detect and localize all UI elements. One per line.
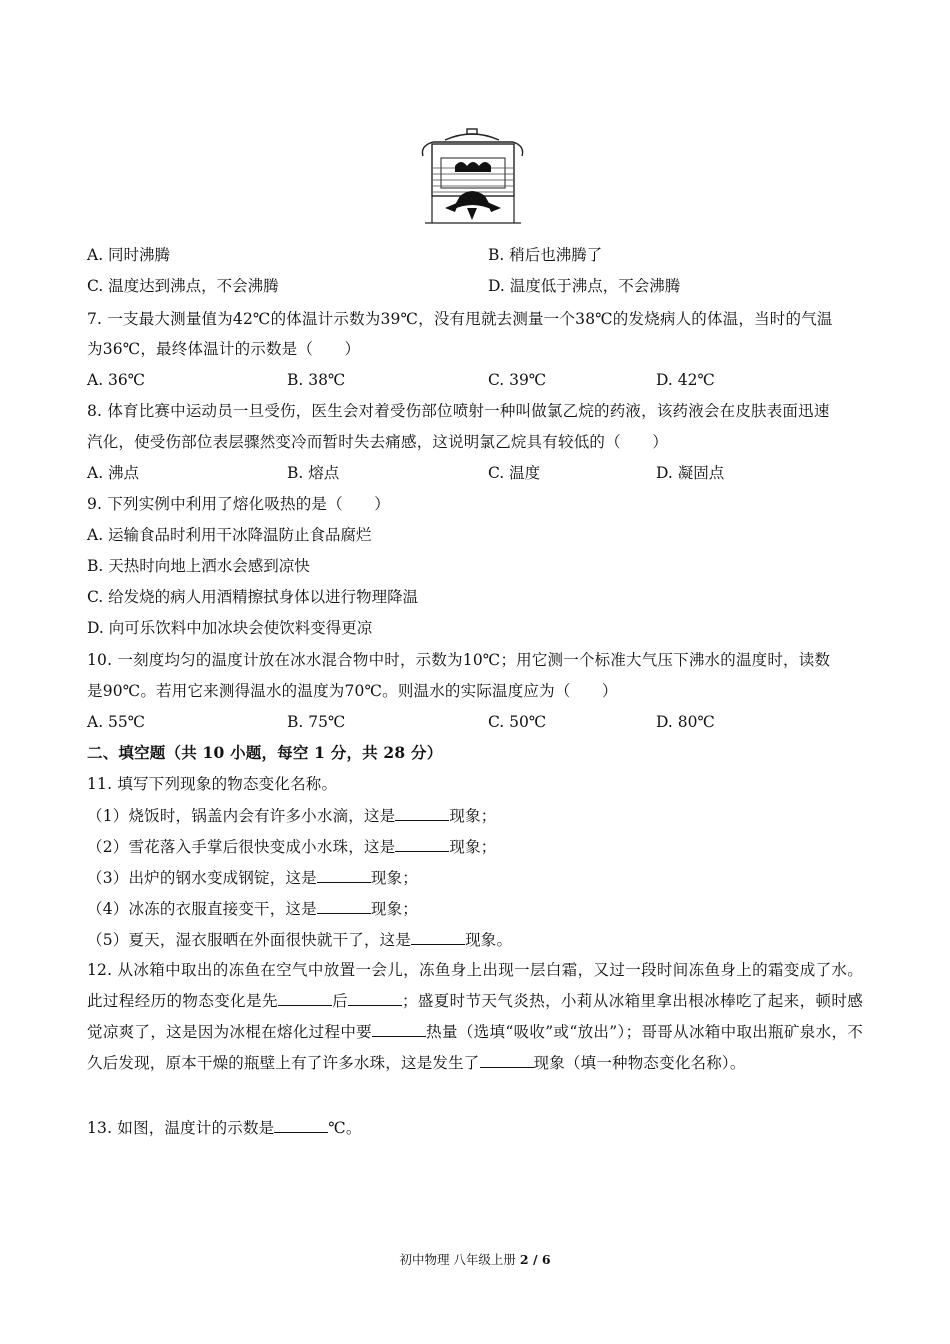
q7-option-b[interactable]: B. 38℃ — [287, 371, 346, 389]
q11-blank-3[interactable] — [317, 867, 371, 883]
q12-text-4: 热量（选填“吸收”或“放出”）；哥哥从冰箱中取出瓶矿泉水，不久后发现，原本干燥的瓶壁上有了许多水珠，这是发生了 — [87, 1023, 863, 1072]
page-footer — [0, 1250, 950, 1268]
q6-option-d[interactable]: D. 温度低于沸点，不会沸腾 — [488, 277, 681, 295]
q9-stem: 9. 下列实例中利用了熔化吸热的是（ ） — [87, 495, 390, 513]
q11-part1-suffix: 现象； — [449, 807, 497, 825]
q11-part2 — [87, 836, 496, 857]
section2-title: 二、填空题（共 10 小题，每空 1 分，共 28 分） — [87, 743, 443, 762]
q9-option-c[interactable]: C. 给发烧的病人用酒精擦拭身体以进行物理降温 — [87, 588, 419, 606]
q11-blank-5[interactable] — [411, 929, 465, 945]
q8-option-c[interactable]: C. 温度 — [488, 464, 541, 482]
q11-blank-2[interactable] — [395, 836, 449, 852]
q11-part4 — [87, 898, 418, 919]
q11-blank-1[interactable] — [395, 805, 449, 821]
q8-option-b[interactable]: B. 熔点 — [287, 464, 340, 482]
q12-text-5: 现象（填一种物态变化名称）。 — [533, 1054, 746, 1072]
q11-part3 — [87, 867, 418, 888]
q12-text-1: 12. 从冰箱中取出的冻鱼在空气中放置一会儿，冻鱼身上出现一层白霜，又过一段时间冻鱼身上的霜变成了水。此过程经历的物态变化是先 — [87, 961, 863, 1010]
q7-option-d[interactable]: D. 42℃ — [656, 371, 715, 389]
q9-option-d[interactable]: D. 向可乐饮料中加冰块会使饮料变得更凉 — [87, 619, 373, 637]
q9-option-b[interactable]: B. 天热时向地上洒水会感到凉快 — [87, 557, 310, 575]
q13-unit: ℃。 — [328, 1119, 362, 1137]
q8-stem-line1: 8. 体育比赛中运动员一旦受伤，医生会对着受伤部位喷射一种叫做氯乙烷的药液，该药液会在皮肤表面迅速 — [87, 402, 830, 420]
q6-option-c[interactable]: C. 温度达到沸点，不会沸腾 — [87, 277, 279, 295]
q12-blank-4[interactable] — [480, 1052, 534, 1068]
footer-page-number: 2 / 6 — [519, 1252, 551, 1267]
q12-text-3: ；盛夏时节天气炎热，小莉从冰箱里拿出根冰棒吃了起来，顿时感觉凉爽了，这是因为冰棍在熔化过程中要 — [87, 992, 863, 1041]
q10-stem-line2: 是90℃。若用它来测得温水的温度为70℃。则温水的实际温度应为（ ） — [87, 682, 618, 700]
q11-part5 — [87, 929, 512, 950]
q10-option-a[interactable]: A. 55℃ — [87, 713, 146, 731]
q12-blank-3[interactable] — [372, 1021, 426, 1037]
boiling-pot-figure — [415, 128, 530, 226]
q8-option-d[interactable]: D. 凝固点 — [656, 464, 725, 482]
q13-blank[interactable] — [274, 1117, 328, 1133]
q13-stem — [87, 1117, 362, 1138]
q11-part3-text: （3）出炉的钢水变成钢锭，这是 — [87, 869, 317, 887]
q12-text-2: 后 — [331, 992, 348, 1010]
q10-option-c[interactable]: C. 50℃ — [488, 713, 547, 731]
q10-option-b[interactable]: B. 75℃ — [287, 713, 346, 731]
q7-stem-line1: 7. 一支最大测量值为42℃的体温计示数为39℃，没有甩就去测量一个38℃的发烧病人的体温，当时的气温 — [87, 310, 833, 328]
footer-subject: 初中物理 八年级上册 — [399, 1252, 520, 1267]
q11-part2-suffix: 现象； — [449, 838, 497, 856]
q11-part4-suffix: 现象； — [370, 900, 418, 918]
q11-part1-text: （1）烧饭时，锅盖内会有许多小水滴，这是 — [87, 807, 396, 825]
q11-blank-4[interactable] — [317, 898, 371, 914]
q7-stem-line2: 为36℃，最终体温计的示数是（ ） — [87, 340, 361, 358]
q9-option-a[interactable]: A. 运输食品时利用干冰降温防止食品腐烂 — [87, 526, 372, 544]
q11-part2-text: （2）雪花落入手掌后很快变成小水珠，这是 — [87, 838, 396, 856]
q11-part5-text: （5）夏天，湿衣服晒在外面很快就干了，这是 — [87, 931, 412, 949]
q11-stem: 11. 填写下列现象的物态变化名称。 — [87, 775, 338, 793]
q8-stem-line2: 汽化，使受伤部位表层骤然变冷而暂时失去痛感，这说明氯乙烷具有较低的（ ） — [87, 433, 668, 451]
q11-part4-text: （4）冰冻的衣服直接变干，这是 — [87, 900, 317, 918]
q6-option-a[interactable]: A. 同时沸腾 — [87, 246, 171, 264]
q11-part1 — [87, 805, 496, 826]
q8-option-a[interactable]: A. 沸点 — [87, 464, 140, 482]
q7-option-a[interactable]: A. 36℃ — [87, 371, 146, 389]
q12-blank-2[interactable] — [348, 990, 402, 1006]
q11-part5-suffix: 现象。 — [465, 931, 513, 949]
q13-text: 13. 如图，温度计的示数是 — [87, 1119, 275, 1137]
q10-option-d[interactable]: D. 80℃ — [656, 713, 715, 731]
q7-option-c[interactable]: C. 39℃ — [488, 371, 547, 389]
q11-part3-suffix: 现象； — [370, 869, 418, 887]
q12-blank-1[interactable] — [278, 990, 332, 1006]
q6-option-b[interactable]: B. 稍后也沸腾了 — [488, 246, 603, 264]
q10-stem-line1: 10. 一刻度均匀的温度计放在冰水混合物中时，示数为10℃；用它测一个标准大气压下沸水的温度时，读数 — [87, 651, 831, 669]
q12-paragraph — [87, 955, 863, 1079]
